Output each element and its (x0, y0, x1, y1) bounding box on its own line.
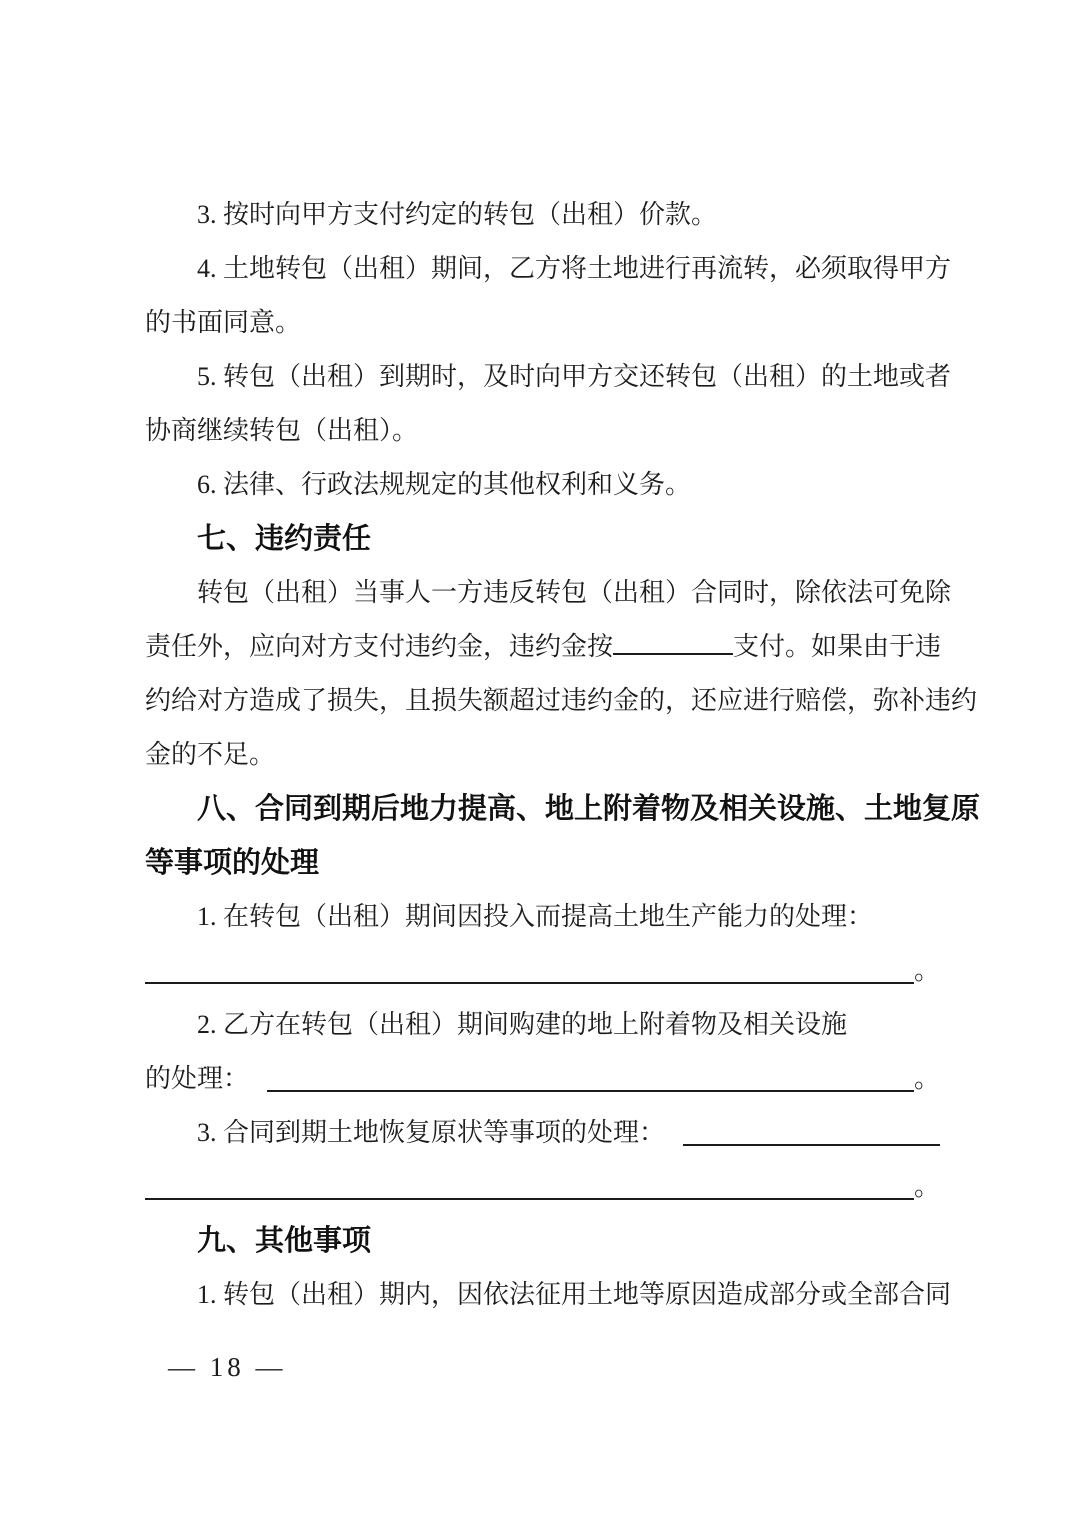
section-7-para-line-2 (145, 620, 940, 674)
section-7-para-line-4: 金的不足。 (145, 740, 276, 769)
clause-4-line-2: 的书面同意。 (145, 308, 302, 337)
clause-3-line: 3. 按时向甲方支付约定的转包（出租）价款。 (197, 200, 718, 229)
clause-6-line: 6. 法律、行政法规规定的其他权利和义务。 (197, 470, 692, 499)
clause-5-line-1: 5. 转包（出租）到期时，及时向甲方交还转包（出租）的土地或者 (197, 362, 952, 391)
penalty-text-prefix: 责任外，应向对方支付违约金，违约金按 (145, 632, 614, 661)
section-7-para-line-1: 转包（出租）当事人一方违反转包（出租）合同时，除依法可免除 (197, 578, 952, 607)
answer-blank-rule (145, 1198, 914, 1200)
item-3-label: 3. 合同到期土地恢复原状等事项的处理： (197, 1118, 666, 1147)
section-8-item-1-line: 1. 在转包（出租）期间因投入而提高土地生产能力的处理： (197, 902, 874, 931)
clause-4-line-1: 4. 土地转包（出租）期间，乙方将土地进行再流转，必须取得甲方 (197, 254, 952, 283)
penalty-text-suffix: 支付。如果由于违 (733, 632, 942, 661)
section-8-heading-line-2: 等事项的处理 (145, 847, 320, 879)
section-8-item-3-blank-line (145, 1160, 940, 1214)
section-8-item-3-line-1 (145, 1106, 940, 1160)
section-9-heading: 九、其他事项 (197, 1225, 372, 1257)
blank-line-period: 。 (913, 1064, 940, 1093)
answer-blank-rule (145, 982, 914, 984)
item-2-label: 的处理： (145, 1064, 250, 1093)
penalty-rate-blank-field (613, 629, 733, 655)
clause-5-line-2: 协商继续转包（出租）。 (145, 416, 419, 445)
section-7-para-line-3: 约给对方造成了损失，且损失额超过违约金的，还应进行赔偿，弥补违约 (145, 686, 978, 715)
section-8-item-2-line-2 (145, 1052, 940, 1106)
section-7-heading: 七、违约责任 (197, 523, 372, 555)
answer-blank-rule (683, 1144, 940, 1146)
page-number: — 18 — (168, 1352, 287, 1382)
blank-line-period: 。 (913, 1172, 940, 1201)
contract-body (145, 188, 981, 1322)
section-8-item-2-line-1: 2. 乙方在转包（出租）期间购建的地上附着物及相关设施 (197, 1010, 848, 1039)
blank-line-period: 。 (913, 956, 940, 985)
section-8-item-1-blank-line (145, 944, 940, 998)
section-9-item-1-line-1: 1. 转包（出租）期内，因依法征用土地等原因造成部分或全部合同 (197, 1280, 952, 1309)
answer-blank-rule (267, 1090, 914, 1092)
section-8-heading-line-1: 八、合同到期后地力提高、地上附着物及相关设施、土地复原 (197, 793, 981, 825)
